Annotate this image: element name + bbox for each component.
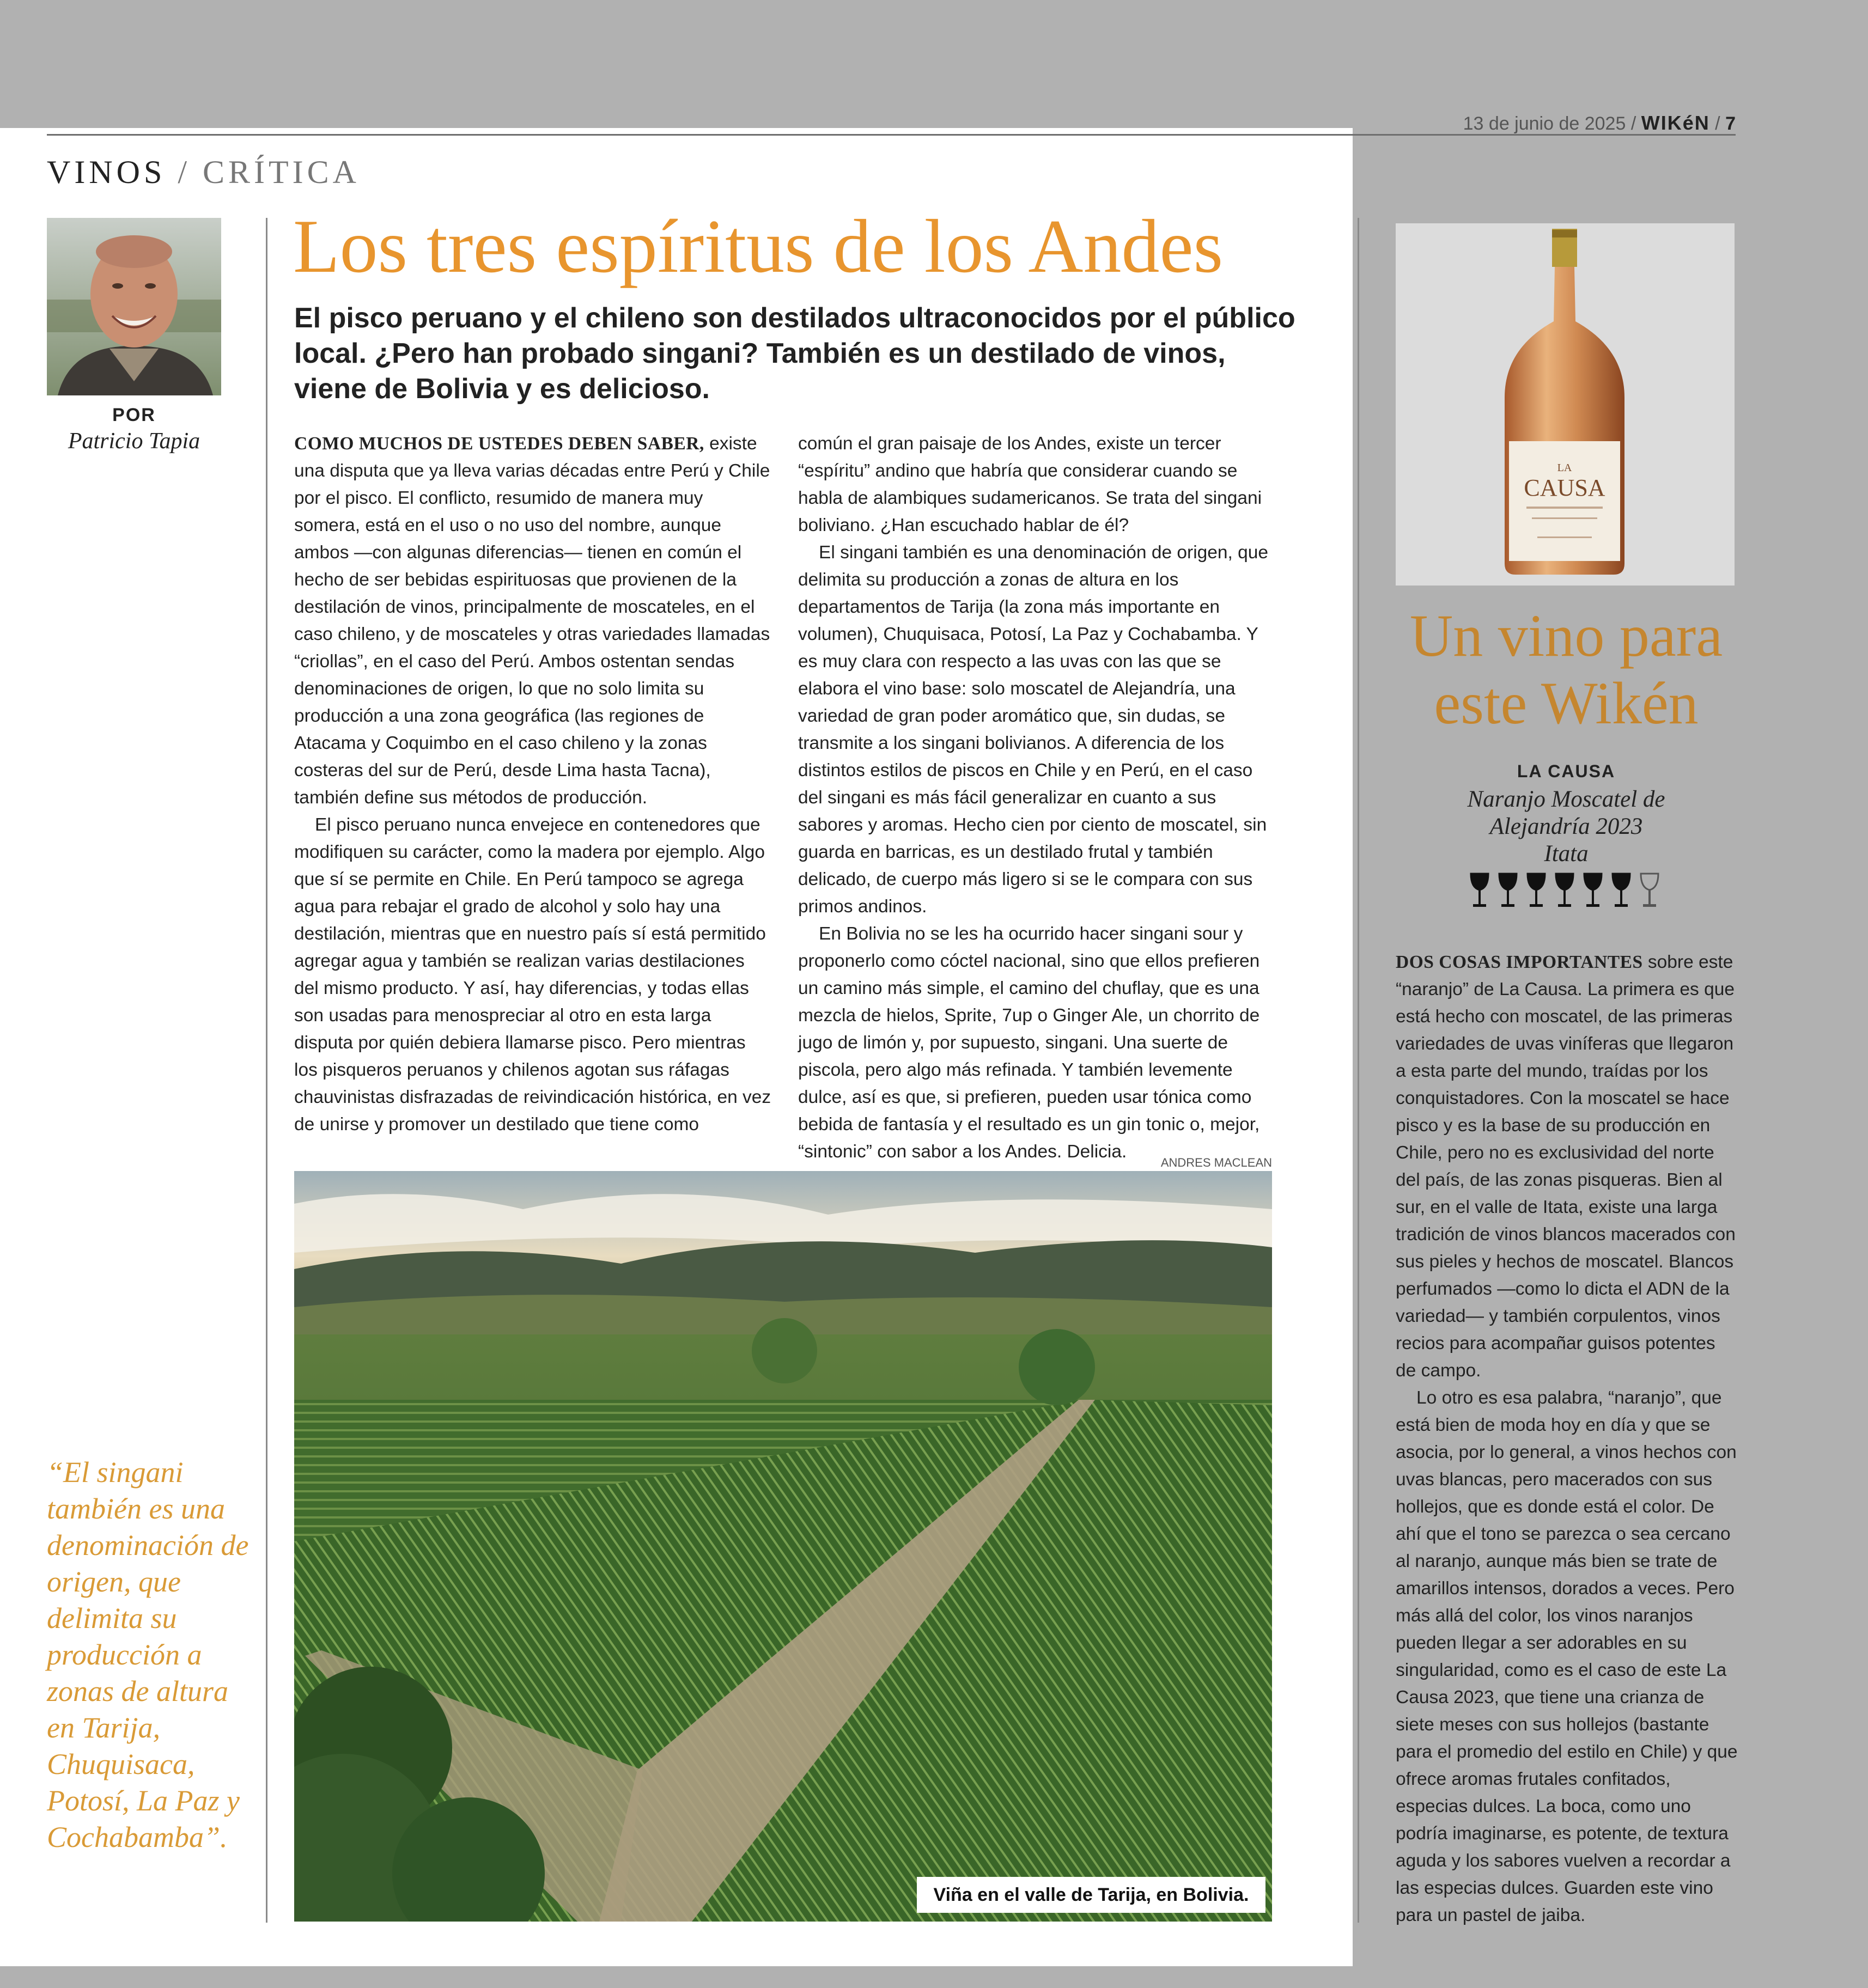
header-rule bbox=[47, 134, 1736, 136]
paragraph: El pisco peruano nunca envejece en contenedores que modifiquen su carácter, como la madera por ejemplo. Algo que sí se permite en Chile. En Perú tampoco se agrega agua para rebajar el grado de alcohol y solo hay una destilación, mientras que en nuestro país sí está permitido agregar agua y también se realizan varias destilaciones del mismo producto. Y así, hay diferencias, y todas ellas son usadas para menospreciar al otro en esta larga disputa por quién debiera llamarse pisco. Pero mientras los pisqueros peruanos y chilenos agotan sus ráfagas chauvinistas disfrazadas de reivindicación histórica, en vez de unirse y promover un destilado que tiene como bbox=[294, 815, 771, 1135]
article-column-2 bbox=[798, 430, 1277, 1166]
wine-glass-empty-icon bbox=[1641, 874, 1658, 907]
rating-glasses bbox=[1465, 870, 1672, 914]
photo-caption: Viña en el valle de Tarija, en Bolivia. bbox=[917, 1877, 1265, 1913]
wine-glass-filled-icon bbox=[1613, 874, 1630, 907]
brand-logo: WIKéN bbox=[1641, 112, 1710, 134]
wine-description: Naranjo Moscatel de Alejandría 2023 Itata bbox=[1467, 786, 1665, 867]
lead-in: COMO MUCHOS DE USTEDES DEBEN SABER, bbox=[294, 434, 704, 454]
wine-glass-filled-icon bbox=[1499, 874, 1517, 907]
bottle-label-top: LA bbox=[1557, 462, 1572, 474]
winery-name: LA CAUSA bbox=[1517, 761, 1616, 781]
pull-quote: “El singani también es una denominación de origen, que delimita su producción a zonas de altura en Tarija, Chuquisaca, Potosí, La Paz y Cochabamba”. bbox=[47, 1456, 249, 1853]
issue-date: 13 de junio de 2025 bbox=[1463, 113, 1626, 134]
sidebar-title: Un vino para este Wikén bbox=[1409, 602, 1723, 736]
author-photo bbox=[47, 218, 221, 395]
article-subhead: El pisco peruano y el chileno son destilados ultraconocidos por el público local. ¿Pero han probado singani? También es un destilado de vinos, viene de Bolivia y es delicioso. bbox=[294, 302, 1295, 405]
wine-glass-filled-icon bbox=[1471, 874, 1488, 907]
bottle-label-brand: CAUSA bbox=[1524, 474, 1605, 501]
column-divider bbox=[1358, 218, 1359, 1923]
author-by: POR bbox=[112, 405, 156, 425]
article-column-1 bbox=[294, 430, 774, 1138]
article-headline: Los tres espíritus de los Andes bbox=[293, 204, 1224, 289]
paragraph: DOS COSAS IMPORTANTES sobre este “naranjo” de La Causa. La primera es que está hecho con moscatel, de las primeras variedades de uvas viníferas que llegaron a esta parte del mundo, traídas por los conquistadores. Con la moscatel se hace pisco y es la base de su producción en Chile, pero no es exclusividad del norte del país, de las zonas pisqueras. Bien al sur, en el valle de Itata, existe una larga tradición de vinos blancos macerados con sus pieles y hechos de moscatel. Blancos perfumados —como lo dicta el ADN de la variedad— y también corpulentos, vinos recios para acompañar guisos potentes de campo. bbox=[1396, 952, 1736, 1381]
author-name: Patricio Tapia bbox=[68, 429, 200, 454]
lead-in: DOS COSAS IMPORTANTES bbox=[1396, 952, 1643, 972]
page-number: 7 bbox=[1725, 113, 1736, 134]
wine-glass-filled-icon bbox=[1528, 874, 1545, 907]
section-label: VINOS / CRÍTICA bbox=[47, 154, 361, 190]
paragraph: El singani también es una denominación de origen, que delimita su producción a zonas de altura en los departamentos de Tarija (la zona más importante en volumen), Chuquisaca, Potosí, La Paz y Cochabamba. Y es muy clara con respecto a las uvas con las que se elabora el vino base: solo moscatel de Alejandría, una variedad de gran poder aromático que, sin dudas, se transmite a los singani bolivianos. A diferencia de los distintos estilos de piscos en Chile y en Perú, en el caso del singani es más fácil generalizar en cuanto a sus sabores y aromas. Hecho cien por ciento de moscatel, sin guarda en barricas, es un destilado frutal y también delicado, de cuerpo más ligero si se le compara con sus primos andinos. bbox=[798, 542, 1269, 917]
page-margin bbox=[0, 1966, 1868, 1988]
paragraph: Lo otro es esa palabra, “naranjo”, que está bien de moda hoy en día y que se asocia, por lo general, a vinos hechos con uvas blancas, pero macerados con sus hollejos, que es donde está el color. De ahí que el tono se parezca o sea cercano al naranjo, aunque más bien se trate de amarillos intensos, dorados a veces. Pero más allá del color, los vinos naranjos pueden llegar a ser adorables en su singularidad, como es el caso de este La Causa 2023, que tiene una crianza de siete meses con sus hollejos (bastante para el promedio del estilo en Chile) y que ofrece aromas frutales confitados, especias dulces. La boca, como uno podría imaginarse, es potente, de textura aguda y los sabores vuelven a recordar a las especias dulces. Guarden este vino para un pastel de jaiba. bbox=[1396, 1388, 1738, 1925]
masthead: 13 de junio de 2025 / WIKéN / 7 bbox=[1463, 112, 1736, 134]
sidebar-text bbox=[1396, 949, 1739, 1929]
photo-credit: ANDRES MACLEAN bbox=[1160, 1156, 1272, 1169]
vineyard-photo bbox=[294, 1171, 1272, 1922]
wine-bottle-image bbox=[1396, 223, 1735, 586]
wine-glass-filled-icon bbox=[1584, 874, 1602, 907]
wine-glass-filled-icon bbox=[1556, 874, 1573, 907]
paragraph: común el gran paisaje de los Andes, existe un tercer “espíritu” andino que habría que considerar cuando se habla de alambiques sudamericanos. Se trata del singani boliviano. ¿Han escuchado hablar de él? bbox=[798, 434, 1262, 535]
paragraph: COMO MUCHOS DE USTEDES DEBEN SABER, existe una disputa que ya lleva varias décadas entre Perú y Chile por el pisco. El conflicto, resumido de manera muy somera, está en el uso o no uso del nombre, aunque ambos —con algunas diferencias— tienen en común el hecho de ser bebidas espirituosas que provienen de la destilación de vinos, principalmente de moscateles, en el caso chileno, y de moscateles y otras variedades llamadas “criollas”, en el caso del Perú. Ambos ostentan sendas denominaciones de origen, lo que no solo limita su producción a una zona geográfica (las regiones de Atacama y Coquimbo en el caso chileno y la zonas costeras del sur de Perú, desde Lima hasta Tacna), también define sus métodos de producción. bbox=[294, 434, 770, 808]
paragraph: En Bolivia no se les ha ocurrido hacer singani sour y proponerlo como cóctel nacional, sino que ellos prefieren un camino más simple, el camino del chuflay, que es una mezcla de hielos, Sprite, 7up o Ginger Ale, un chorrito de jugo de limón y, por supuesto, singani. Una suerte de piscola, pero algo más refinada. Y también levemente dulce, así es que, si prefieren, pueden usar tónica como bebida de fantasía y el resultado es un gin tonic o, mejor, “sintonic” con sabor a los Andes. Delicia. bbox=[798, 924, 1260, 1162]
column-divider bbox=[266, 218, 267, 1923]
